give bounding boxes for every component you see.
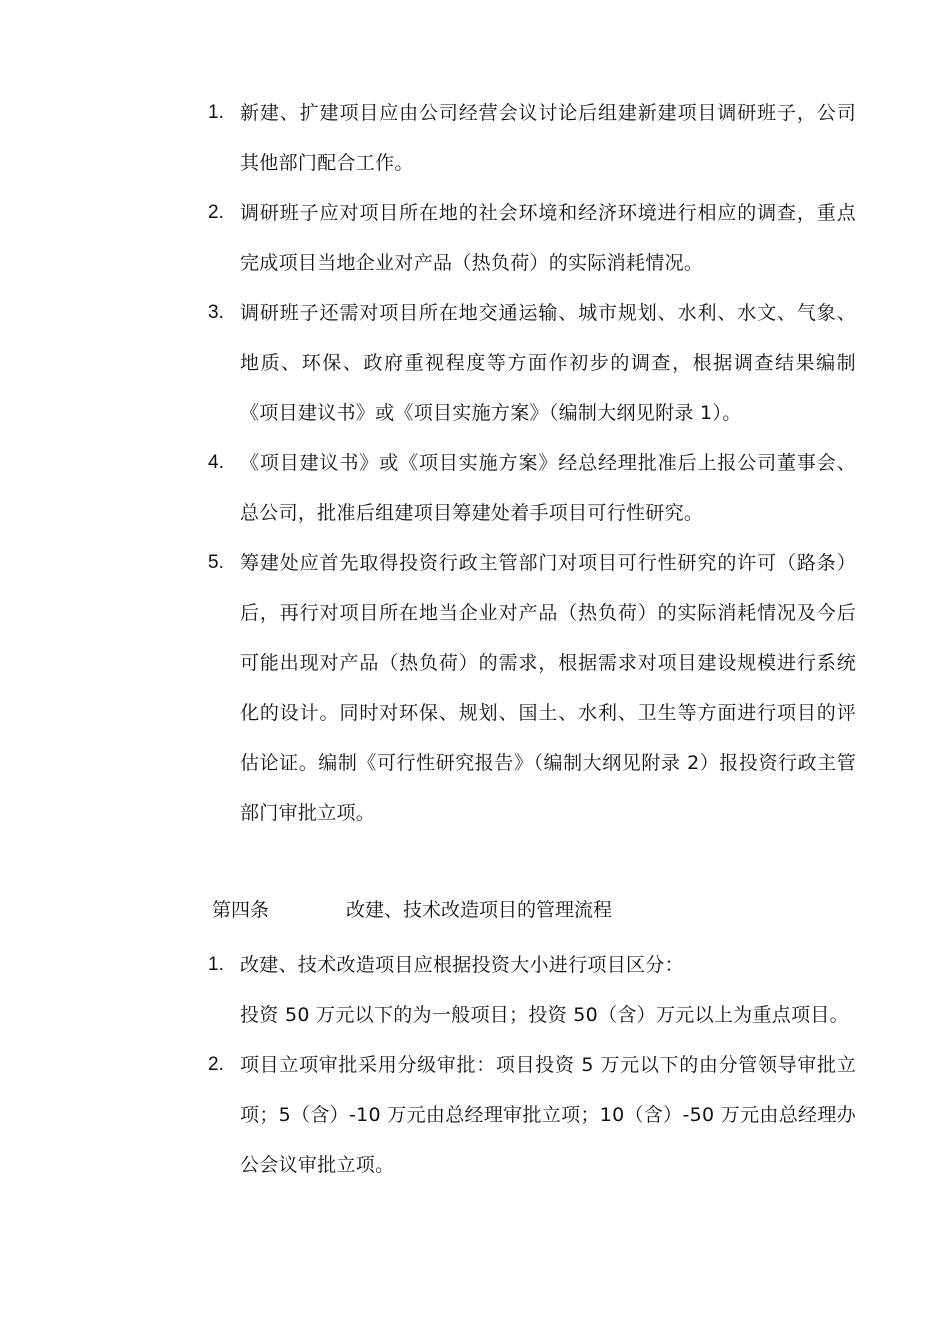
article-label: 第四条	[212, 899, 270, 921]
item-text: 新建、扩建项目应由公司经营会议讨论后组建新建项目调研班子，公司其他部门配合工作。	[240, 102, 856, 174]
section4-list	[208, 940, 856, 1190]
item-text: 调研班子应对项目所在地的社会环境和经济环境进行相应的调查，重点完成项目当地企业对产品（热负荷）的实际消耗情况。	[240, 202, 856, 274]
item-number: 4.	[208, 452, 224, 473]
item-number: 1.	[208, 954, 224, 975]
item-subtext: 投资 50 万元以下的为一般项目；投资 50（含）万元以上为重点项目。	[240, 1004, 849, 1026]
article-heading	[212, 885, 612, 935]
list-item	[208, 940, 856, 990]
list-item	[208, 438, 856, 538]
item-text: 筹建处应首先取得投资行政主管部门对项目可行性研究的许可（路条）后，再行对项目所在地当企业对产品（热负荷）的实际消耗情况及今后可能出现对产品（热负荷）的需求，根据需求对项目建设规模进行系统化的设计。同时对环保、规划、国土、水利、卫生等方面进行项目的评估论证。编制《可行性研究报告》（编制大纲见附录 2）报投资行政主管部门审批立项。	[240, 552, 856, 824]
list-item	[208, 88, 856, 188]
item-text: 项目立项审批采用分级审批：项目投资 5 万元以下的由分管领导审批立项；5（含）-10 万元由总经理审批立项；10（含）-50 万元由总经理办公会议审批立项。	[240, 1054, 856, 1176]
item-number: 5.	[208, 552, 224, 573]
item-number: 1.	[208, 102, 224, 123]
section3-list	[208, 88, 856, 838]
item-number: 2.	[208, 1054, 224, 1075]
list-item	[208, 538, 856, 838]
item-text: 改建、技术改造项目应根据投资大小进行项目区分：	[240, 954, 684, 976]
article-title: 改建、技术改造项目的管理流程	[346, 899, 613, 921]
list-item	[208, 1040, 856, 1190]
item-number: 3.	[208, 302, 224, 323]
item-number: 2.	[208, 202, 224, 223]
item-text: 调研班子还需对项目所在地交通运输、城市规划、水利、水文、气象、地质、环保、政府重视程度等方面作初步的调查，根据调查结果编制《项目建议书》或《项目实施方案》（编制大纲见附录 1）。	[240, 302, 856, 424]
list-item	[208, 288, 856, 438]
item-text: 《项目建议书》或《项目实施方案》经总经理批准后上报公司董事会、总公司，批准后组建项目筹建处着手项目可行性研究。	[240, 452, 856, 524]
list-item	[208, 188, 856, 288]
